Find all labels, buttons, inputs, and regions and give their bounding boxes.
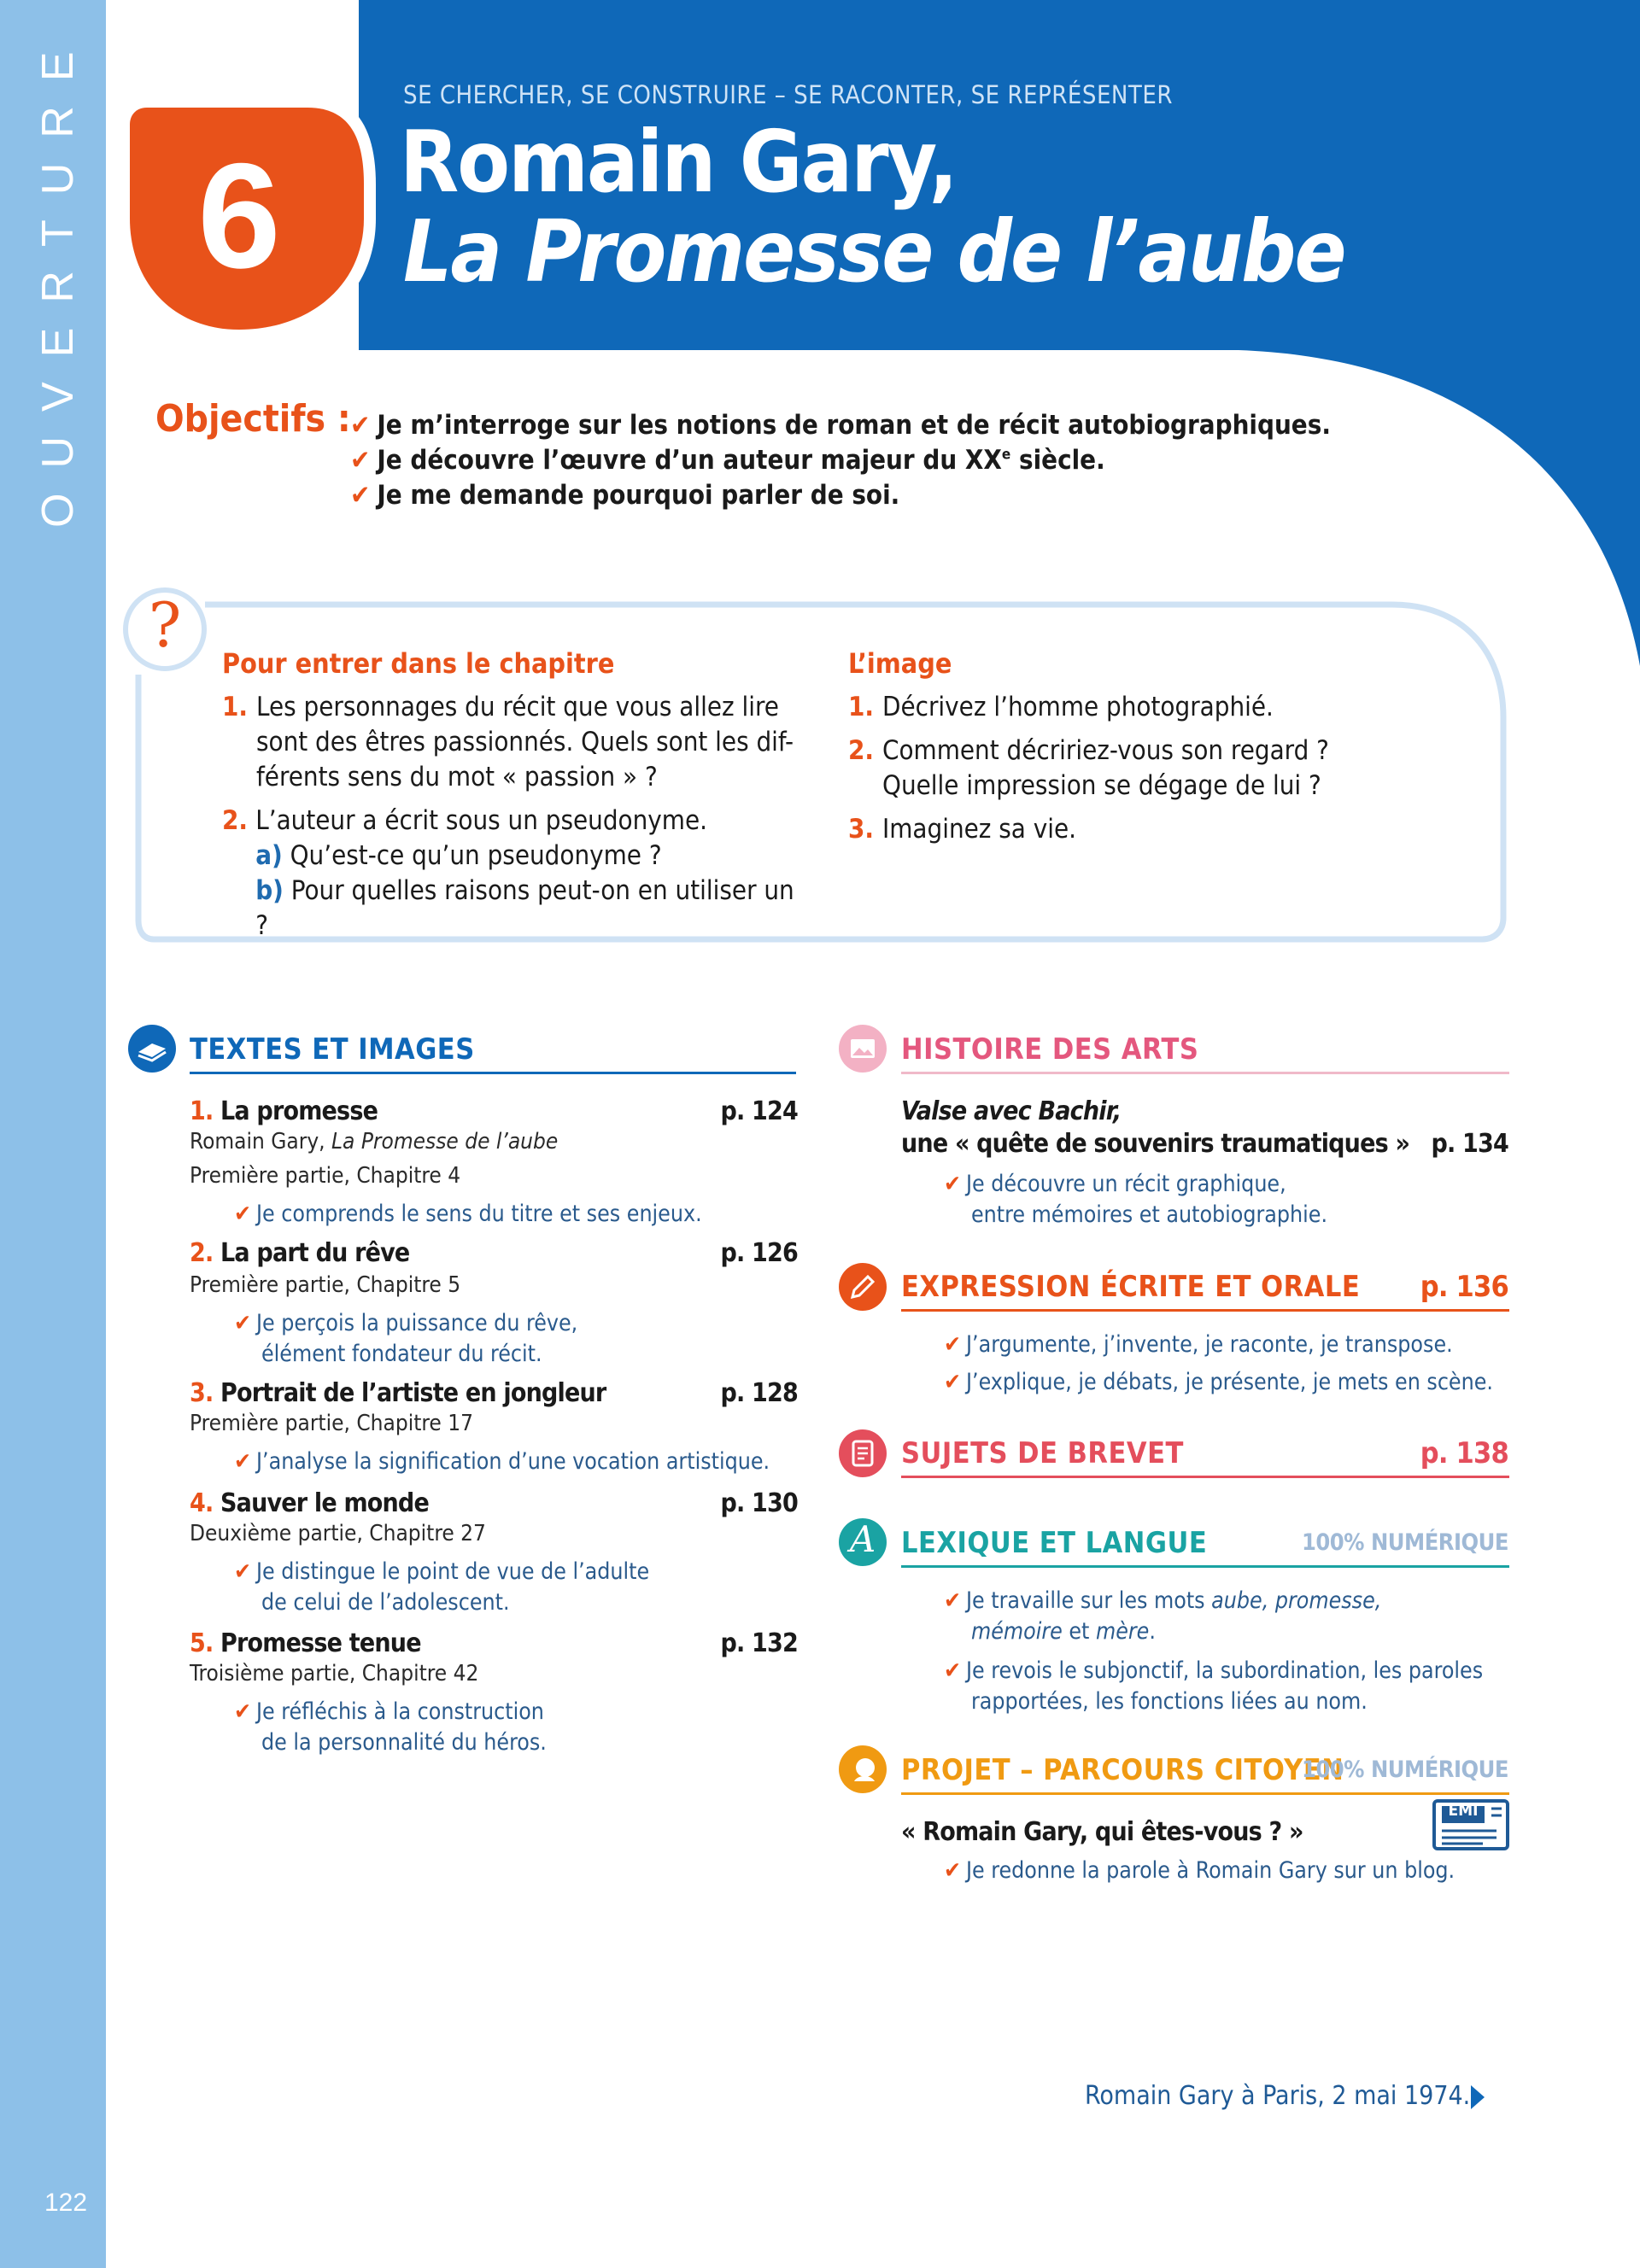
subquestion-label: a): [255, 840, 283, 871]
bullet-italic: mère: [1095, 1618, 1150, 1645]
objective-text: Je me demande pourquoi parler de soi.: [377, 480, 900, 511]
check-icon: ✔: [234, 1310, 251, 1336]
objectives-label: Objectifs :: [155, 397, 351, 441]
entry-title-text: La promesse: [220, 1096, 378, 1126]
arts-work-subtitle: une « quête de souvenirs traumatiques »: [901, 1129, 1410, 1159]
projet-title: « Romain Gary, qui êtes-vous ? »: [901, 1817, 1303, 1847]
check-icon: ✔: [350, 480, 371, 511]
chapter-title-author: Romain Gary,: [400, 112, 957, 212]
bullet-text: Je réfléchis à la construction: [255, 1698, 544, 1725]
projet-heading: PROJET – PARCOURS CITOYEN: [901, 1753, 1344, 1787]
entry-3-bullet: [234, 1447, 770, 1477]
chapter-number: 6: [197, 132, 281, 300]
bullet-italic: mémoire: [971, 1618, 1063, 1645]
expression-page: p. 136: [1420, 1270, 1508, 1304]
entry-number: 4.: [190, 1488, 214, 1518]
textes-heading: TEXTES ET IMAGES: [190, 1032, 475, 1067]
check-icon: ✔: [944, 1857, 961, 1884]
objective-2: [350, 445, 1105, 476]
bullet-text: .: [1149, 1618, 1156, 1645]
objective-3: [350, 480, 899, 511]
expression-bullet-2: [944, 1367, 1493, 1398]
entry-title-text: Sauver le monde: [220, 1488, 429, 1518]
lexique-badge: 100% NUMÉRIQUE: [1301, 1529, 1508, 1556]
entry-title-text: Portrait de l’artiste en jongleur: [220, 1378, 606, 1408]
entry-title-text: La part du rêve: [220, 1238, 410, 1268]
bullet-text: Je perçois la puissance du rêve,: [255, 1310, 578, 1336]
question-line: férents sens du mot « passion » ?: [256, 762, 658, 792]
objective-1: [350, 410, 1331, 441]
entry-author-text: Romain Gary,: [190, 1129, 332, 1154]
lexique-bullet-2: [944, 1656, 1483, 1717]
check-icon: ✔: [350, 445, 371, 476]
entry-5-title: [190, 1628, 421, 1658]
expression-heading: EXPRESSION ÉCRITE ET ORALE: [901, 1270, 1361, 1304]
question-line: sont des êtres passionnés. Quels sont les dif-: [256, 727, 794, 757]
question-number: 2.: [848, 735, 875, 766]
entry-3-page: p. 128: [720, 1378, 798, 1408]
bullet-text: Je revois le subjonctif, la subordination, les paroles: [965, 1657, 1484, 1684]
entry-4-title: [190, 1488, 429, 1518]
entry-4-page: p. 130: [720, 1488, 798, 1518]
picture-icon: [837, 1023, 888, 1074]
check-icon: ✔: [234, 1558, 251, 1585]
question-right-1: [848, 690, 1378, 725]
arts-work-title: Valse avec Bachir,: [901, 1096, 1122, 1126]
entry-number: 1.: [190, 1096, 214, 1126]
question-line: Les personnages du récit que vous allez lire: [256, 692, 779, 722]
entry-4-bullet: [234, 1557, 649, 1618]
entry-1-page: p. 124: [720, 1096, 798, 1126]
question-line: Décrivez l’homme photographié.: [882, 692, 1274, 722]
question-line: Imaginez sa vie.: [882, 814, 1077, 845]
entry-5-chapter: Troisième partie, Chapitre 42: [190, 1661, 479, 1686]
lexique-icon-letter: A: [849, 1518, 876, 1560]
objective-text-end: siècle.: [1010, 445, 1105, 476]
citizen-icon: [837, 1744, 888, 1795]
bullet-text: Je travaille sur les mots: [965, 1587, 1212, 1614]
check-icon: ✔: [234, 1201, 251, 1227]
arts-heading: HISTOIRE DES ARTS: [901, 1032, 1199, 1067]
entry-4-chapter: Deuxième partie, Chapitre 27: [190, 1521, 486, 1546]
page-number: 122: [44, 2189, 88, 2217]
projet-bullet: [944, 1856, 1455, 1886]
question-left-2: [222, 804, 803, 944]
arts-rule: [901, 1072, 1509, 1074]
pencil-icon: [837, 1261, 888, 1312]
bullet-text: Je découvre un récit graphique,: [965, 1171, 1286, 1197]
superscript: e: [1001, 446, 1011, 464]
question-right-2: [848, 734, 1378, 804]
check-icon: ✔: [944, 1171, 961, 1197]
bullet-text: J’explique, je débats, je présente, je mets en scène.: [965, 1369, 1493, 1395]
arts-bullet: [944, 1169, 1327, 1230]
bullet-text: élément fondateur du récit.: [261, 1341, 542, 1367]
section-label: OUVERTURE: [33, 26, 83, 529]
question-line: Comment décririez-vous son regard ?: [882, 735, 1329, 766]
projet-rule: [901, 1792, 1509, 1795]
photo-caption: [1085, 2081, 1470, 2111]
entry-1-bullet: [234, 1199, 702, 1230]
entry-5-page: p. 132: [720, 1628, 798, 1658]
check-icon: ✔: [234, 1448, 251, 1475]
check-icon: ✔: [944, 1587, 961, 1614]
check-icon: ✔: [944, 1657, 961, 1684]
bullet-text: J’argumente, j’invente, je raconte, je transpose.: [965, 1331, 1453, 1358]
entry-number: 3.: [190, 1378, 214, 1408]
subquestion-text: Qu’est-ce qu’un pseudonyme ?: [290, 840, 662, 871]
question-glyph: ?: [148, 589, 182, 661]
bullet-text: Je distingue le point de vue de l’adulte: [255, 1558, 650, 1585]
check-icon: ✔: [944, 1331, 961, 1358]
caption-text: Romain Gary à Paris, 2 mai 1974.: [1085, 2081, 1471, 2111]
book-icon: [126, 1023, 178, 1074]
bullet-text: entre mémoires et autobiographie.: [971, 1201, 1328, 1228]
arts-page: p. 134: [1431, 1129, 1508, 1159]
question-left-1: [222, 690, 803, 795]
subquestion-label: b): [255, 875, 284, 906]
expression-rule: [901, 1309, 1509, 1312]
question-right-3: [848, 812, 1378, 847]
question-number: 3.: [848, 814, 875, 845]
brevet-page: p. 138: [1420, 1436, 1508, 1470]
entry-number: 5.: [190, 1628, 214, 1658]
bullet-text: Je comprends le sens du titre et ses enjeux.: [255, 1201, 702, 1227]
brevet-rule: [901, 1476, 1509, 1478]
question-number: 2.: [222, 805, 249, 836]
bullet-text: rapportées, les fonctions liées au nom.: [971, 1688, 1368, 1715]
subquestion-text: Pour quelles raisons peut-on en utiliser un ?: [255, 875, 794, 941]
entry-2-chapter: Première partie, Chapitre 5: [190, 1272, 461, 1298]
entry-5-bullet: [234, 1697, 547, 1758]
brevet-heading: SUJETS DE BREVET: [901, 1436, 1184, 1470]
entry-1-author: [190, 1129, 558, 1154]
bullet-text: de la personnalité du héros.: [261, 1729, 547, 1756]
scroll-icon: [837, 1428, 888, 1479]
bullet-text: J’analyse la signification d’une vocation artistique.: [255, 1448, 770, 1475]
check-icon: ✔: [944, 1369, 961, 1395]
projet-badge: 100% NUMÉRIQUE: [1301, 1757, 1508, 1783]
textes-rule: [190, 1072, 796, 1074]
entry-2-title: [190, 1238, 409, 1268]
objective-text: Je découvre l’œuvre d’un auteur majeur du XX: [377, 445, 1002, 476]
lexique-bullet-1: [944, 1586, 1381, 1647]
entry-1-title: [190, 1096, 378, 1126]
check-icon: ✔: [234, 1698, 251, 1725]
objective-text: Je m’interroge sur les notions de roman et de récit autobiographiques.: [377, 410, 1331, 441]
question-line: Quelle impression se dégage de lui ?: [882, 770, 1321, 801]
bullet-text: et: [1062, 1618, 1096, 1645]
emi-label: EMI: [1448, 1801, 1479, 1820]
questions-right-heading: L’image: [848, 647, 952, 680]
check-icon: ✔: [350, 410, 371, 441]
entry-title-text: Promesse tenue: [220, 1628, 421, 1658]
question-number: 1.: [848, 692, 875, 722]
entry-1-chapter: Première partie, Chapitre 4: [190, 1163, 461, 1189]
question-line: L’auteur a écrit sous un pseudonyme.: [255, 805, 707, 836]
arrow-right-icon: [1469, 2084, 1486, 2111]
questions-left-heading: Pour entrer dans le chapitre: [222, 647, 615, 680]
lexique-rule: [901, 1565, 1509, 1568]
entry-number: 2.: [190, 1238, 214, 1268]
bullet-text: de celui de l’adolescent.: [261, 1589, 510, 1616]
entry-2-page: p. 126: [720, 1238, 798, 1268]
lexique-heading: LEXIQUE ET LANGUE: [901, 1526, 1208, 1560]
theme-kicker: SE CHERCHER, SE CONSTRUIRE – SE RACONTER, SE REPRÉSENTER: [403, 80, 1173, 109]
expression-bullet-1: [944, 1330, 1453, 1360]
entry-work-text: La Promesse de l’aube: [331, 1129, 559, 1154]
question-number: 1.: [222, 692, 249, 722]
entry-3-title: [190, 1378, 606, 1408]
bullet-text: Je redonne la parole à Romain Gary sur un blog.: [965, 1857, 1456, 1884]
entry-3-chapter: Première partie, Chapitre 17: [190, 1411, 473, 1436]
bullet-italic: aube, promesse,: [1211, 1587, 1382, 1614]
entry-2-bullet: [234, 1308, 577, 1370]
chapter-title-work: La Promesse de l’aube: [403, 202, 1345, 301]
